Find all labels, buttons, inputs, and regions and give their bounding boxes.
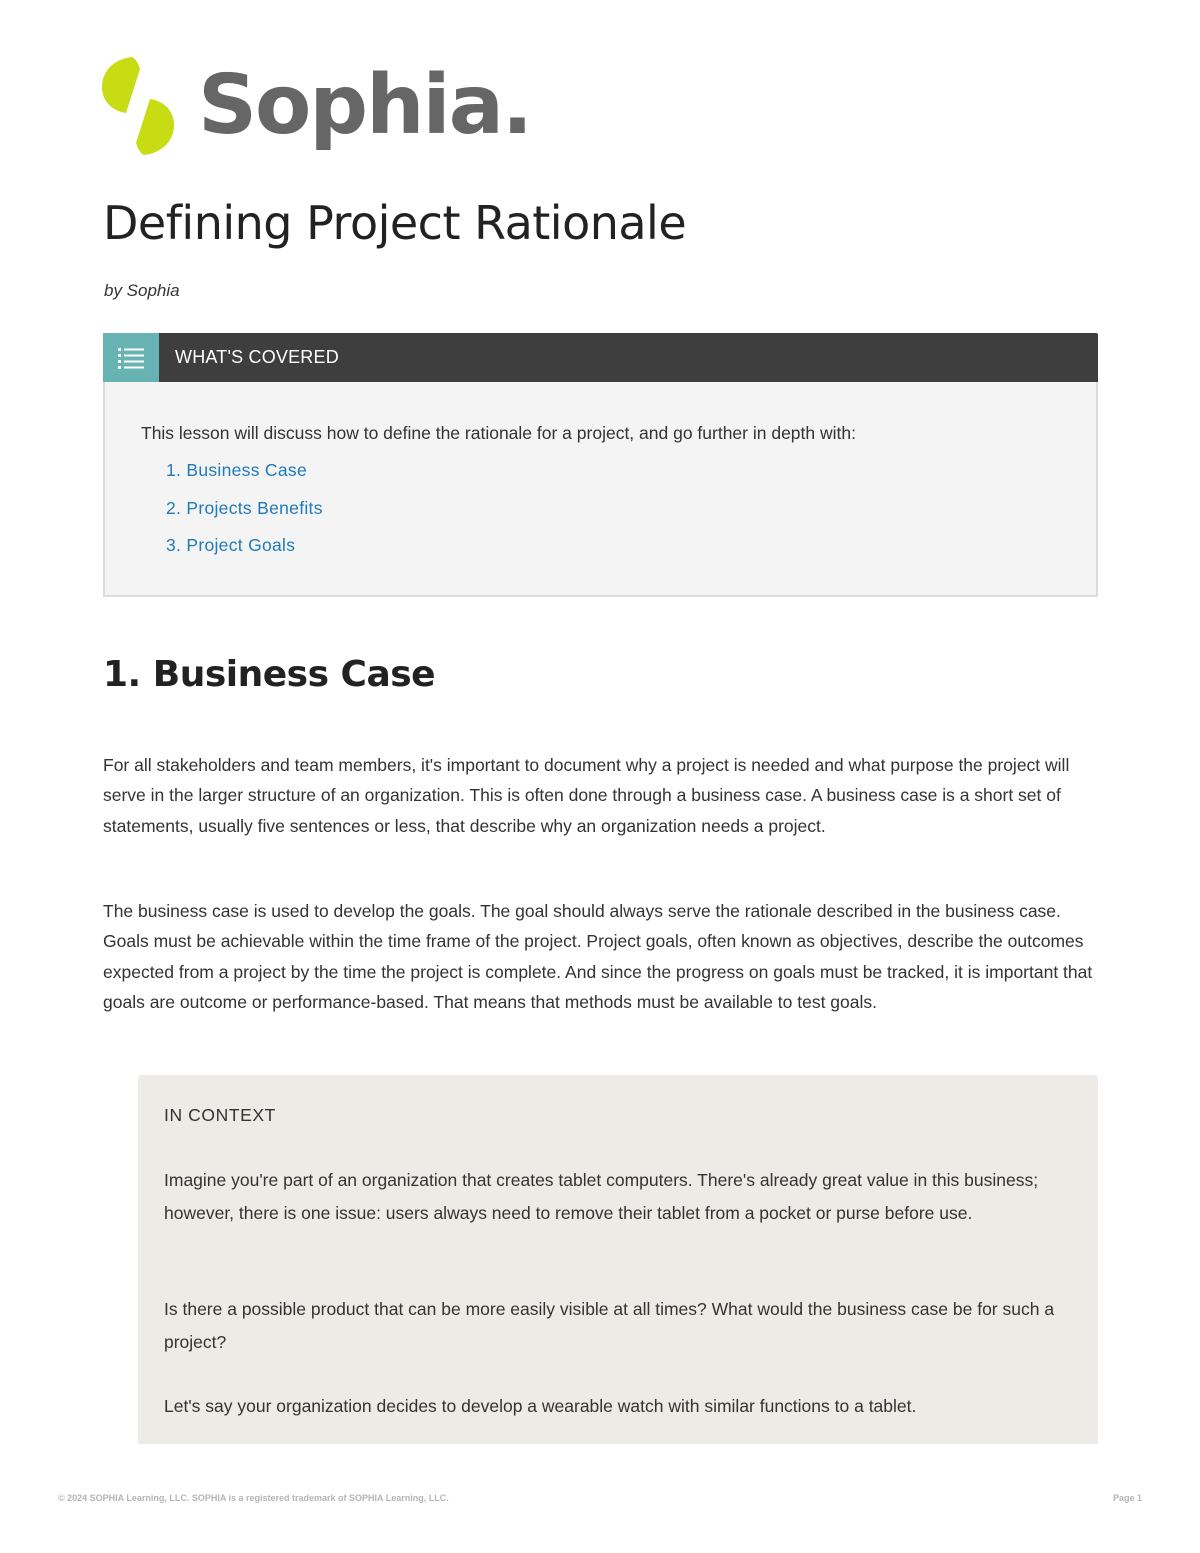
list-item xyxy=(166,498,323,536)
link-project-goals[interactable]: 3. Project Goals xyxy=(166,535,296,555)
footer-copyright: © 2024 SOPHIA Learning, LLC. SOPHIA is a registered trademark of SOPHIA Learning, LLC. xyxy=(58,1493,449,1503)
footer-page-number: Page 1 xyxy=(1112,1493,1142,1503)
sophia-wordmark: Sophia. xyxy=(198,58,532,153)
link-projects-benefits[interactable]: 2. Projects Benefits xyxy=(166,497,323,518)
in-context-box xyxy=(138,1075,1098,1444)
list-item xyxy=(166,535,323,573)
in-context-paragraph: Let's say your organization decides to develop a wearable watch with similar functions to a tablet. xyxy=(164,1396,917,1416)
sophia-logo xyxy=(102,54,531,158)
sophia-logo-icon xyxy=(102,55,174,157)
whats-covered-label: WHAT'S COVERED xyxy=(175,347,339,367)
whats-covered-box xyxy=(103,333,1098,597)
link-business-case[interactable]: 1. Business Case xyxy=(166,460,307,480)
in-context-paragraph: Imagine you're part of an organization that creates tablet computers. There's already great value in this business; however, there is one issue: users always need to remove their tablet from a pocket or purse before use. xyxy=(164,1170,1039,1223)
whats-covered-header xyxy=(103,333,1098,382)
section-heading-business-case: 1. Business Case xyxy=(103,654,436,695)
list-icon xyxy=(103,333,159,382)
paragraph: The business case is used to develop the goals. The goal should always serve the rationale described in the business case. Goals must be achievable within the time frame of the project. Project goals, often known as objectives, describe the outcomes expected from a project by the time the project is complete. And since the progress on goals must be tracked, it is important that goals are outcome or performance-based. That means that methods must be available to test goals. xyxy=(103,901,1093,1012)
in-context-label: IN CONTEXT xyxy=(164,1105,276,1125)
in-context-paragraph: Is there a possible product that can be more easily visible at all times? What would the business case be for such a project? xyxy=(164,1299,1055,1352)
whats-covered-list xyxy=(166,460,323,573)
whats-covered-intro: This lesson will discuss how to define the rationale for a project, and go further in depth with: xyxy=(141,423,856,443)
whats-covered-body xyxy=(103,382,1098,597)
byline: by Sophia xyxy=(104,281,180,300)
paragraph: For all stakeholders and team members, it's important to document why a project is needed and what purpose the project will serve in the larger structure of an organization. This is often done through a business case. A business case is a short set of statements, usually five sentences or less, that describe why an organization needs a project. xyxy=(103,755,1070,836)
list-item xyxy=(166,460,323,498)
page-title: Defining Project Rationale xyxy=(103,196,687,250)
